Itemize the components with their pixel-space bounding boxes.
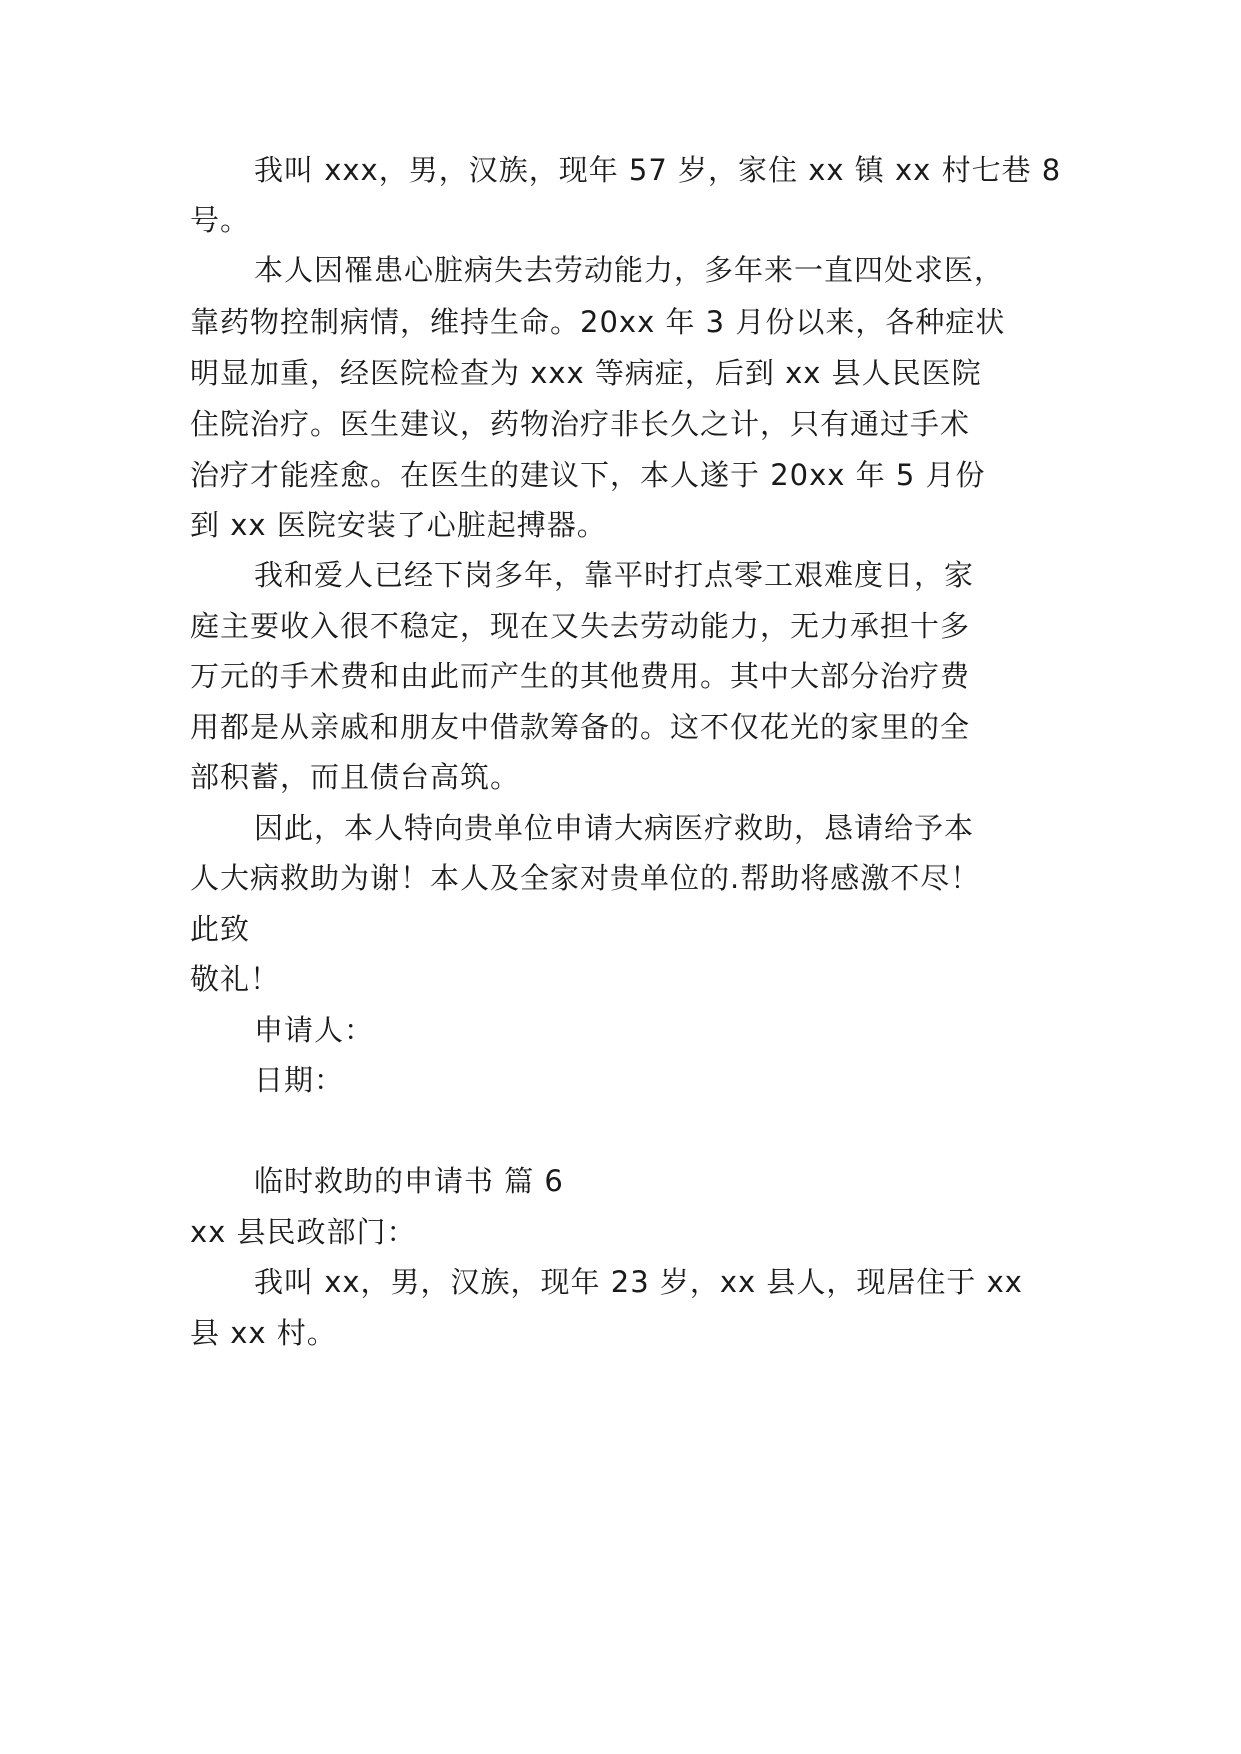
paragraph-line: 部积蓄，而且债台高筑。: [190, 760, 521, 794]
section-heading: 临时救助的申请书 篇 6: [254, 1164, 564, 1198]
paragraph-line: 县 xx 村。: [190, 1316, 337, 1350]
closing-line: 此致: [190, 912, 251, 946]
paragraph-line: 号。: [190, 203, 251, 237]
addressee-line: xx 县民政部门：: [190, 1215, 417, 1249]
paragraph-line: 到 xx 医院安装了心脏起搏器。: [190, 508, 607, 542]
applicant-label: 申请人：: [254, 1013, 375, 1047]
paragraph-line: 靠药物控制病情，维持生命。20xx 年 3 月份以来，各种症状: [190, 305, 1006, 339]
paragraph-line: 因此，本人特向贵单位申请大病医疗救助，恳请给予本: [254, 811, 975, 845]
paragraph-line: 治疗才能痊愈。在医生的建议下，本人遂于 20xx 年 5 月份: [190, 458, 986, 492]
paragraph-line: 我和爱人已经下岗多年，靠平时打点零工艰难度日，家: [254, 558, 975, 592]
paragraph-line: 我叫 xxx，男，汉族，现年 57 岁，家住 xx 镇 xx 村七巷 8: [254, 153, 1062, 187]
paragraph-line: 本人因罹患心脏病失去劳动能力，多年来一直四处求医，: [254, 253, 1005, 287]
paragraph-line: 住院治疗。医生建议，药物治疗非长久之计，只有通过手术: [190, 407, 971, 441]
paragraph-line: 人大病救助为谢！本人及全家对贵单位的.帮助将感激不尽！: [190, 861, 981, 895]
paragraph-line: 我叫 xx，男，汉族，现年 23 岁，xx 县人，现居住于 xx: [254, 1265, 1023, 1299]
date-label: 日期：: [254, 1063, 345, 1097]
paragraph-line: 庭主要收入很不稳定，现在又失去劳动能力，无力承担十多: [190, 609, 971, 643]
paragraph-line: 万元的手术费和由此而产生的其他费用。其中大部分治疗费: [190, 659, 971, 693]
closing-line: 敬礼！: [190, 962, 281, 996]
paragraph-line: 明显加重，经医院检查为 xxx 等病症，后到 xx 县人民医院: [190, 356, 982, 390]
paragraph-line: 用都是从亲戚和朋友中借款筹备的。这不仅花光的家里的全: [190, 710, 971, 744]
